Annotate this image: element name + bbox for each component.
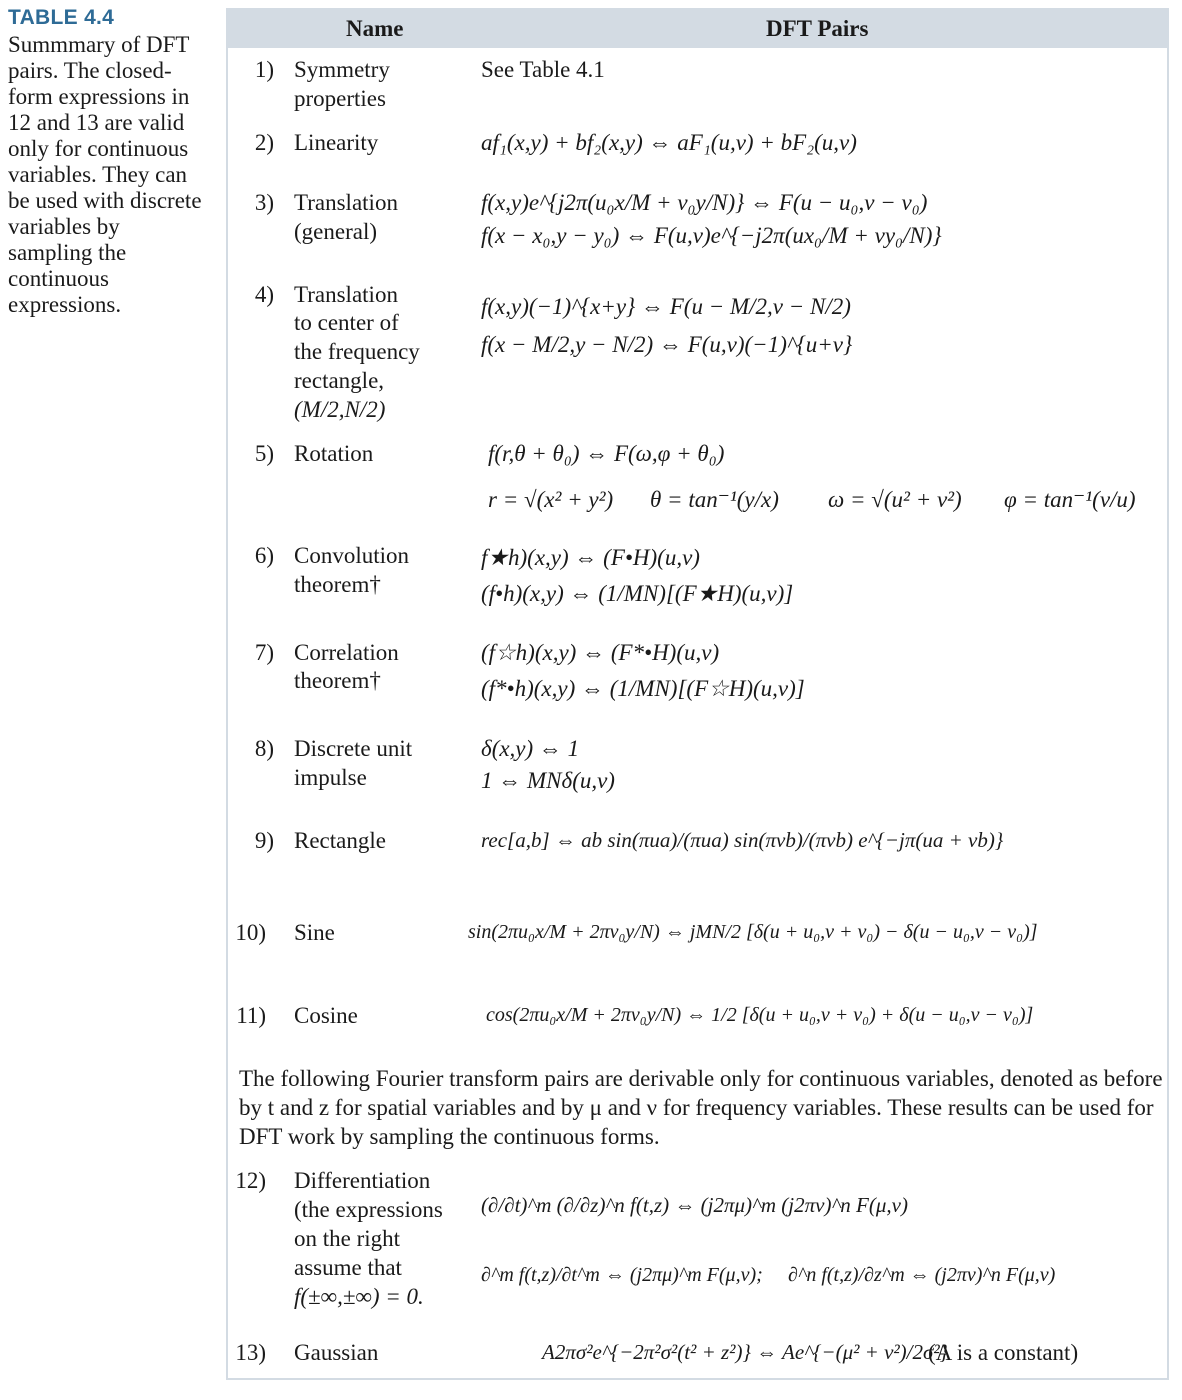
- row-name-line: the frequency: [294, 339, 420, 364]
- row-name-line: theorem†: [294, 572, 381, 597]
- row-number: 12): [235, 1168, 266, 1193]
- dft-pair: f★h)(x,y) ⇔ (F•H)(u,v): [481, 545, 700, 570]
- row-name-line: Cosine: [294, 1003, 358, 1028]
- row-name-line: Translation: [294, 190, 398, 215]
- dft-pair: ω = √(u² + v²): [828, 487, 962, 512]
- dft-pair: (f*•h)(x,y) ⇔ (1/MN)[(F☆H)(u,v)]: [481, 676, 805, 701]
- row-number: 5): [254, 441, 274, 466]
- row-number: 10): [235, 920, 266, 945]
- row-name-line: properties: [294, 86, 386, 111]
- row-name-line: Rotation: [294, 441, 374, 466]
- row-name-line: to center of: [294, 310, 399, 335]
- dft-pair: sin(2πu₀x/M + 2πv₀y/N) ⇔ jMN/2 [δ(u + u₀,v + v₀) − δ(u − u₀,v − v₀)]: [468, 921, 1038, 943]
- row-name-line: Discrete unit: [294, 736, 413, 761]
- row-number: 11): [236, 1003, 266, 1028]
- dft-pair: rec[a,b] ⇔ ab sin(πua)/(πua) sin(πvb)/(πvb) e^{−jπ(ua + vb)}: [481, 828, 1004, 852]
- row-name-line: (general): [294, 219, 377, 244]
- table-header: [228, 8, 1167, 48]
- table-caption: [8, 6, 208, 318]
- row-number: 3): [254, 190, 274, 215]
- row-name-line: rectangle,: [294, 368, 385, 393]
- row-name-line: Symmetry: [294, 57, 390, 82]
- dft-pair: r = √(x² + y²): [488, 487, 614, 512]
- dft-pair: (f☆h)(x,y) ⇔ (F*•H)(u,v): [481, 640, 720, 665]
- dft-pair: ∂^m f(t,z)/∂t^m ⇔ (j2πμ)^m F(μ,ν);: [481, 1264, 763, 1286]
- dft-pairs-table: [226, 8, 1169, 1380]
- header-name: Name: [346, 16, 404, 41]
- header-dft-pairs: DFT Pairs: [766, 16, 869, 41]
- dft-pair-note: (A is a constant): [928, 1340, 1079, 1365]
- row-name-line: assume that: [294, 1255, 402, 1280]
- row-number: 9): [254, 828, 274, 853]
- dft-pair: f(x − M/2,y − N/2) ⇔ F(u,v)(−1)^{u+v}: [481, 332, 853, 357]
- row-number: 7): [254, 640, 274, 665]
- row-number: 13): [235, 1340, 266, 1365]
- table-label: TABLE 4.4: [8, 6, 115, 29]
- dft-pair: φ = tan⁻¹(v/u): [1004, 487, 1136, 512]
- row-name-line: (M/2,N/2): [294, 397, 386, 422]
- dft-pair: See Table 4.1: [481, 57, 605, 82]
- dft-pair: θ = tan⁻¹(y/x): [650, 487, 779, 512]
- dft-pair: 1 ⇔ MNδ(u,v): [481, 768, 615, 793]
- row-name-line: Rectangle: [294, 828, 386, 853]
- row-name-line: on the right: [294, 1226, 401, 1251]
- row-number: 6): [254, 543, 274, 568]
- row-name-line: Convolution: [294, 543, 410, 568]
- dft-pair: f(r,θ + θ₀) ⇔ F(ω,φ + θ₀): [488, 441, 725, 466]
- row-name-line: f(±∞,±∞) = 0.: [294, 1284, 424, 1309]
- table-caption-text: Summmary of DFT pairs. The closed-form expressions in 12 and 13 are valid only for continuous variables. They can be used with discrete variables by sampling the continuous expressions.: [8, 32, 202, 317]
- row-name-line: Translation: [294, 282, 398, 307]
- dft-pair: (∂/∂t)^m (∂/∂z)^n f(t,z) ⇔ (j2πμ)^m (j2πν)^n F(μ,ν): [481, 1193, 908, 1217]
- row-name-line: Gaussian: [294, 1340, 379, 1365]
- dft-pair: A2πσ²e^{−2π²σ²(t² + z²)} ⇔ Ae^{−(μ² + ν²)/2σ²}: [542, 1340, 949, 1364]
- dft-pair: (f•h)(x,y) ⇔ (1/MN)[(F★H)(u,v)]: [481, 581, 794, 606]
- row-number: 4): [254, 282, 274, 307]
- dft-pair: ∂^n f(t,z)/∂z^m ⇔ (j2πν)^n F(μ,ν): [788, 1264, 1056, 1286]
- continuous-note: The following Fourier transform pairs are derivable only for continuous variables, denoted as before by t and z for spatial variables and by μ and ν for frequency variables. These results can be used for DFT work by sampling the continuous forms.: [239, 1066, 1163, 1149]
- row-number: 1): [254, 57, 274, 82]
- row-number: 2): [254, 130, 274, 155]
- dft-pair: f(x,y)(−1)^{x+y} ⇔ F(u − M/2,v − N/2): [481, 294, 851, 319]
- dft-pair: af₁(x,y) + bf₂(x,y) ⇔ aF₁(u,v) + bF₂(u,v): [481, 130, 857, 155]
- dft-pair: f(x,y)e^{j2π(u₀x/M + v₀y/N)} ⇔ F(u − u₀,v − v₀): [481, 190, 928, 215]
- row-name-line: Linearity: [294, 130, 379, 155]
- row-name-line: theorem†: [294, 668, 381, 693]
- row-number: 8): [254, 736, 274, 761]
- row-name-line: (the expressions: [294, 1197, 443, 1222]
- row-name-line: impulse: [294, 765, 367, 790]
- row-name-line: Correlation: [294, 640, 399, 665]
- dft-pair: f(x − x₀,y − y₀) ⇔ F(u,v)e^{−j2π(ux₀/M + vy₀/N)}: [481, 223, 942, 248]
- dft-pair: cos(2πu₀x/M + 2πv₀y/N) ⇔ 1/2 [δ(u + u₀,v + v₀) + δ(u − u₀,v − v₀)]: [486, 1004, 1034, 1026]
- dft-pair: δ(x,y) ⇔ 1: [481, 736, 580, 761]
- row-name-line: Differentiation: [294, 1168, 431, 1193]
- row-name-line: Sine: [294, 920, 335, 945]
